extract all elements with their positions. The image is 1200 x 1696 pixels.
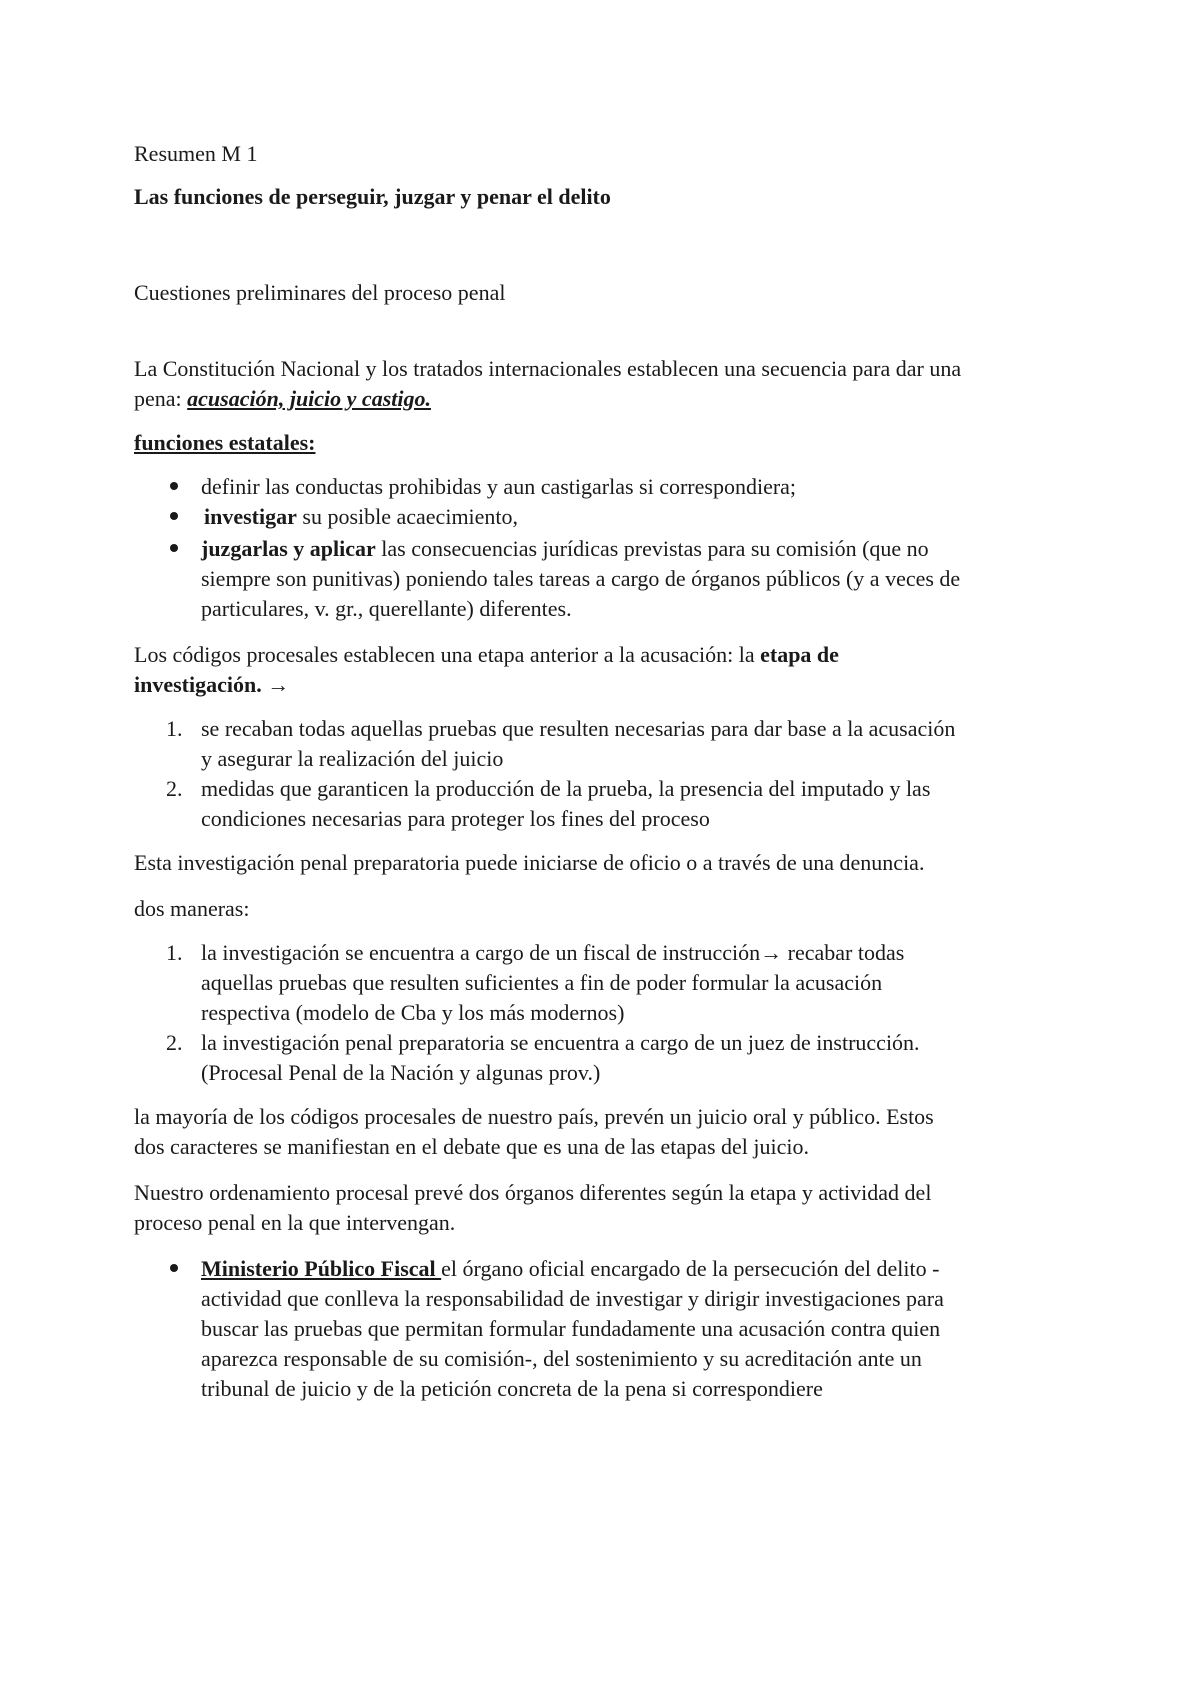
bullet-item-line: siempre son punitivas) poniendo tales tareas a cargo de órganos públicos (y a veces de	[201, 566, 961, 591]
bullet-item-line: actividad que conlleva la responsabilidad de investigar y dirigir investigaciones para	[201, 1286, 944, 1311]
paragraph-text: pena:	[134, 386, 188, 411]
list-item-line: (Procesal Penal de la Nación y algunas prov.)	[201, 1060, 601, 1085]
paragraph-line: proceso penal en la que intervengan.	[134, 1210, 456, 1235]
list-number: 1.	[166, 940, 183, 965]
paragraph-line: la mayoría de los códigos procesales de nuestro país, prevén un juicio oral y público. Estos	[134, 1104, 934, 1129]
bullet-item-line: particulares, v. gr., querellante) diferentes.	[201, 596, 572, 621]
paragraph-line: Nuestro ordenamiento procesal prevé dos órganos diferentes según la etapa y actividad del	[134, 1180, 932, 1205]
bullet-item: definir las conductas prohibidas y aun castigarlas si correspondiera;	[201, 474, 797, 499]
arrow-icon: →	[261, 672, 290, 697]
bullet-bold-text: investigar	[204, 504, 297, 529]
funciones-label: funciones estatales:	[134, 430, 316, 455]
bullet-icon	[170, 544, 178, 552]
bullet-icon	[170, 1264, 178, 1272]
emphasis-text: acusación, juicio y castigo.	[187, 386, 431, 411]
bullet-item-line: buscar las pruebas que permitan formular fundadamente una acusación contra quien	[201, 1316, 941, 1341]
list-item-line: respectiva (modelo de Cba y los más modernos)	[201, 1000, 625, 1025]
bullet-item	[204, 506, 518, 528]
document-title: Resumen M 1	[134, 141, 258, 166]
list-item: se recaban todas aquellas pruebas que resulten necesarias para dar base a la acusación	[201, 716, 956, 741]
list-item-line: y asegurar la realización del juicio	[201, 746, 504, 771]
list-number: 1.	[166, 716, 183, 741]
bullet-bold-text: Ministerio Público Fiscal	[201, 1256, 442, 1281]
list-number: 2.	[166, 776, 183, 801]
section-heading: Cuestiones preliminares del proceso penal	[134, 280, 506, 305]
bullet-text: el órgano oficial encargado de la persecución del delito -	[441, 1256, 940, 1281]
emphasis-text: investigación.	[134, 672, 262, 697]
list-item-line: condiciones necesarias para proteger los fines del proceso	[201, 806, 710, 831]
list-item-line: aquellas pruebas que resulten suficientes a fin de poder formular la acusación	[201, 970, 883, 995]
bullet-item-line: tribunal de juicio y de la petición concreta de la pena si correspondiere	[201, 1376, 823, 1401]
list-item: la investigación penal preparatoria se encuentra a cargo de un juez de instrucción.	[201, 1030, 920, 1055]
list-number: 2.	[166, 1030, 183, 1055]
document-heading: Las funciones de perseguir, juzgar y penar el delito	[134, 184, 611, 209]
bullet-item	[201, 1258, 939, 1280]
paragraph-line	[134, 644, 839, 666]
bullet-item-line: aparezca responsable de su comisión-, del sostenimiento y su acreditación ante un	[201, 1346, 922, 1371]
emphasis-text: etapa de	[760, 642, 839, 667]
bullet-text: su posible acaecimiento,	[296, 504, 519, 529]
bullet-icon	[170, 512, 178, 520]
paragraph-line: La Constitución Nacional y los tratados internacionales establecen una secuencia para dar una	[134, 356, 962, 381]
paragraph-line	[134, 388, 431, 410]
bullet-item	[201, 538, 929, 560]
bullet-icon	[170, 482, 178, 490]
list-item: la investigación se encuentra a cargo de un fiscal de instrucción→ recabar todas	[201, 940, 905, 965]
paragraph-line	[134, 674, 289, 696]
paragraph-line: dos caracteres se manifiestan en el debate que es una de las etapas del juicio.	[134, 1134, 809, 1159]
bullet-bold-text: juzgarlas y aplicar	[201, 536, 376, 561]
paragraph-text: Los códigos procesales establecen una etapa anterior a la acusación: la	[134, 642, 761, 667]
paragraph-line: Esta investigación penal preparatoria puede iniciarse de oficio o a través de una denuncia.	[134, 850, 925, 875]
bullet-text: las consecuencias jurídicas previstas para su comisión (que no	[375, 536, 929, 561]
list-item: medidas que garanticen la producción de la prueba, la presencia del imputado y las	[201, 776, 931, 801]
paragraph-line: dos maneras:	[134, 896, 250, 921]
